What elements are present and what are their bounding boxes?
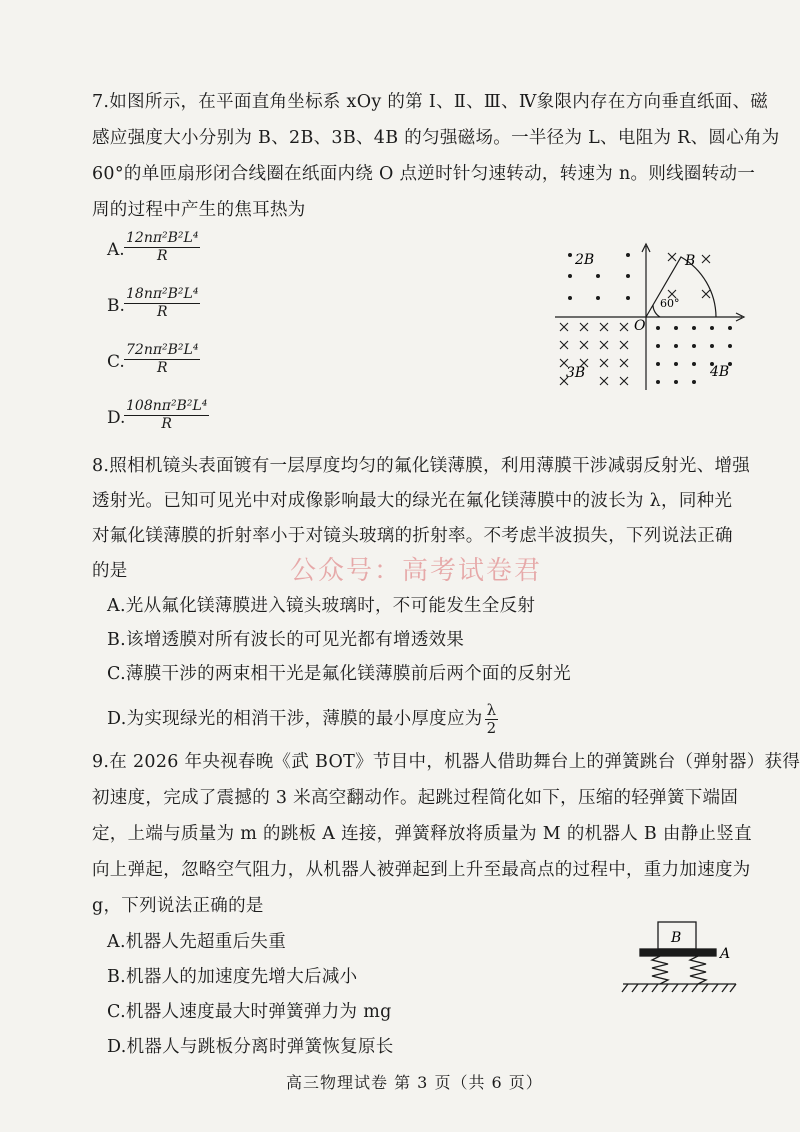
watermark: 公众号：高考试卷君	[290, 556, 543, 586]
angle-arc	[653, 305, 660, 317]
q7-option-b-label: B.	[107, 296, 125, 316]
plate-a	[640, 949, 716, 956]
q8-option-c: C.薄膜干涉的两束相干光是氟化镁薄膜前后两个面的反射光	[107, 664, 571, 684]
q7-option-c-denominator: R	[156, 360, 168, 376]
q7-option-b-denominator: R	[156, 304, 168, 320]
block-label: B	[671, 930, 682, 946]
q9-line-2: 初速度，完成了震撼的 3 米高空翻动作。起跳过程简化如下，压缩的轻弹簧下端固	[92, 788, 739, 808]
q9-line-4: 向上弹起，忽略空气阻力，从机器人被弹起到上升至最高点的过程中，重力加速度为	[92, 860, 751, 880]
q7-option-b-numerator: 18nπ²B²L⁴	[126, 286, 199, 302]
q7-option-a-numerator: 12nπ²B²L⁴	[126, 230, 199, 246]
q7-option-c-label: C.	[107, 352, 125, 372]
q7-field-figure	[550, 240, 750, 400]
q7-option-a-denominator: R	[156, 248, 168, 264]
spring-left	[652, 956, 668, 984]
q7-option-a-label: A.	[107, 240, 125, 260]
sector-coil	[646, 257, 716, 317]
q8-option-d-denominator: 2	[486, 719, 497, 737]
q9-option-d: D.机器人与跳板分离时弹簧恢复原长	[107, 1037, 394, 1057]
q4-field-label: 4B	[710, 364, 730, 380]
q8-line-4: 的是	[92, 561, 128, 581]
page-footer: 高三物理试卷 第 3 页（共 6 页）	[286, 1073, 543, 1092]
q7-line-3: 60°的单匝扇形闭合线圈在纸面内绕 O 点逆时针匀速转动，转速为 n。则线圈转动一	[92, 164, 756, 184]
q7-option-a-fraction	[124, 230, 200, 264]
angle-label: 60°	[660, 297, 680, 310]
q7-line-2: 感应强度大小分别为 B、2B、3B、4B 的匀强磁场。一半径为 L、电阻为 R、圆心角为	[92, 128, 780, 148]
q8-line-2: 透射光。已知可见光中对成像影响最大的绿光在氟化镁薄膜中的波长为 λ，同种光	[92, 491, 733, 511]
q2-field-label: 2B	[575, 252, 595, 268]
q7-option-d-numerator: 108nπ²B²L⁴	[126, 398, 208, 414]
q7-option-b-fraction	[124, 286, 200, 320]
ground-hatch	[622, 984, 736, 992]
q9-option-b: B.机器人的加速度先增大后减小	[107, 967, 358, 987]
q1-field-label: B	[685, 253, 696, 269]
spring-right	[690, 956, 706, 984]
q8-option-b: B.该增透膜对所有波长的可见光都有增透效果	[107, 630, 465, 650]
q9-line-5: g，下列说法正确的是	[92, 896, 264, 916]
q3-field-label: 3B	[566, 365, 586, 381]
q7-option-c-fraction	[124, 342, 200, 376]
q9-option-c: C.机器人速度最大时弹簧弹力为 mg	[107, 1002, 392, 1022]
q7-option-d-fraction	[124, 398, 209, 432]
q8-line-1: 8.照相机镜头表面镀有一层厚度均匀的氟化镁薄膜，利用薄膜干涉减弱反射光、增强	[92, 456, 751, 476]
q9-option-a: A.机器人先超重后失重	[107, 932, 286, 952]
q9-line-1: 9.在 2026 年央视春晚《武 BOT》节目中，机器人借助舞台上的弹簧跳台（弹射器）获得	[92, 752, 800, 772]
q8-option-d	[107, 702, 498, 737]
q8-option-a: A.光从氟化镁薄膜进入镜头玻璃时，不可能发生全反射	[107, 596, 536, 616]
q7-option-d-label: D.	[107, 408, 126, 428]
q9-spring-figure	[618, 918, 748, 998]
q7-line-4: 周的过程中产生的焦耳热为	[92, 200, 306, 220]
plate-label: A	[720, 946, 731, 962]
q8-line-3: 对氟化镁薄膜的折射率小于对镜头玻璃的折射率。不考虑半波损失，下列说法正确	[92, 526, 733, 546]
origin-label: O	[634, 318, 646, 334]
q8-option-d-text: D.为实现绿光的相消干涉，薄膜的最小厚度应为	[107, 709, 483, 729]
q7-line-1: 7.如图所示，在平面直角坐标系 xOy 的第 Ⅰ、Ⅱ、Ⅲ、Ⅳ象限内存在方向垂直纸面、磁	[92, 92, 769, 112]
q7-option-d-denominator: R	[161, 416, 172, 432]
q8-option-d-numerator: λ	[486, 701, 497, 719]
q7-option-c-numerator: 72nπ²B²L⁴	[126, 342, 199, 358]
q9-line-3: 定，上端与质量为 m 的跳板 A 连接，弹簧释放将质量为 M 的机器人 B 由静止竖直	[92, 824, 752, 844]
q8-option-d-fraction	[485, 702, 499, 737]
